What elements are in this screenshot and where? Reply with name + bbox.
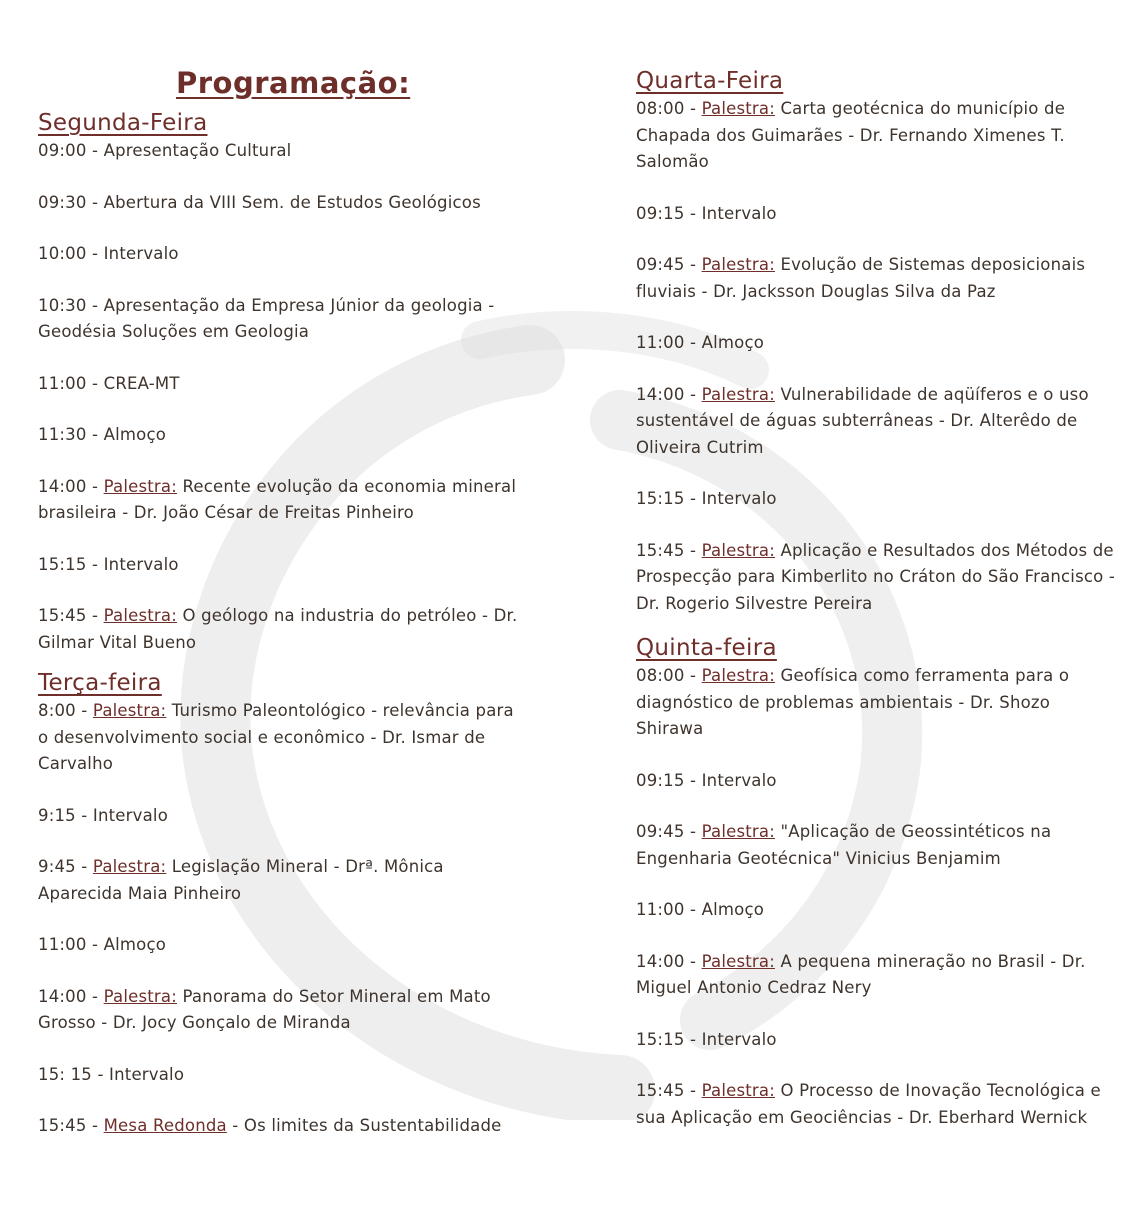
schedule-entry: 11:00 - Almoço [636,333,765,352]
entry-description: Apresentação Cultural [103,141,292,160]
schedule-entry: 14:00 - Palestra: A pequena mineração no Brasil - Dr. Miguel Antonio Cedraz Nery [636,951,1086,997]
entry-description: Intervalo [92,805,168,825]
schedule-entry: 09:30 - Abertura da VIII Sem. de Estudos Geológicos [38,192,481,212]
entry-time: 11:30 [38,425,87,444]
entry-type-label: Palestra: [92,857,167,876]
entry-description: Aplicação e Resultados dos Métodos de Prospecção para Kimberlito no Cráton do São Francisco - Dr. Rogerio Silvestre Pereira [636,540,1116,613]
entry-time: 15: 15 [38,1064,92,1084]
entry-time: 14:00 [636,951,685,971]
day-heading-tuesday: Terça-feira [38,670,162,696]
entry-description: Apresentação da Empresa Júnior da geologia - Geodésia Soluções em Geologia [38,295,495,341]
schedule-entry: 15:45 - Palestra: O geólogo na industria do petróleo - Dr. Gilmar Vital Bueno [38,606,518,652]
schedule-entry: 15:15 - Intervalo [38,554,179,574]
entry-description: Vulnerabilidade de aqüíferos e o uso sustentável de águas subterrâneas - Dr. Alterêdo de Oliveira Cutrim [636,384,1089,457]
day-tuesday [38,668,528,1140]
entry-time: 15:45 [636,1081,685,1100]
entry-description: Intervalo [103,554,179,574]
entry-time: 09:45 [636,255,685,274]
entry-time: 15:15 [636,1029,685,1049]
entry-description: Abertura da VIII Sem. de Estudos Geológicos [103,192,481,212]
entry-time: 09:15 [636,770,685,790]
entry-description: Intervalo [701,203,777,223]
entry-description: Intervalo [109,1064,185,1084]
entry-type-label: Palestra: [701,255,775,274]
schedule-entry: 8:00 - Palestra: Turismo Paleontológico - relevância para o desenvolvimento social e econômico - Dr. Ismar de Carvalho [38,701,514,773]
schedule-entry: 14:00 - Palestra: Recente evolução da economia mineral brasileira - Dr. João César de Freitas Pinheiro [38,476,517,522]
schedule-entry: 9:45 - Palestra: Legislação Mineral - Drª. Mônica Aparecida Maia Pinheiro [38,857,444,903]
schedule-entry: 15:45 - Palestra: Aplicação e Resultados dos Métodos de Prospecção para Kimberlito no Cráton do São Francisco - Dr. Rogerio Silvestre Pereira [636,540,1116,613]
schedule-left-column [38,108,528,1140]
entry-description: Turismo Paleontológico - relevância para o desenvolvimento social e econômico - Dr. Ismar de Carvalho [38,701,514,773]
entry-description: Geofísica como ferramenta para o diagnóstico de problemas ambientais - Dr. Shozo Shirawa [636,666,1070,738]
entry-type-label: Mesa Redonda [103,1116,227,1135]
entry-time: 11:00 [38,373,87,393]
schedule-entry: 08:00 - Palestra: Geofísica como ferramenta para o diagnóstico de problemas ambientais - Dr. Shozo Shirawa [636,666,1070,738]
entry-description: Evolução de Sistemas deposicionais fluviais - Dr. Jacksson Douglas Silva da Paz [636,255,1086,301]
entry-time: 15:45 [636,540,685,560]
entry-time: 08:00 [636,666,685,685]
schedule-entry: 09:45 - Palestra: "Aplicação de Geossintéticos na Engenharia Geotécnica" Vinicius Benjamim [636,822,1052,868]
entry-type-label: Palestra: [701,384,775,404]
entry-time: 10:00 [38,244,87,263]
day-heading-monday: Segunda-Feira [38,110,208,136]
entry-time: 09:30 [38,192,87,212]
schedule-entry: 09:45 - Palestra: Evolução de Sistemas deposicionais fluviais - Dr. Jacksson Douglas Silva da Paz [636,255,1086,301]
entry-time: 11:00 [636,900,685,919]
entry-type-label: Palestra: [701,540,775,560]
schedule-list-thursday [636,663,1116,1131]
day-wednesday [636,66,1116,617]
entry-type-label: Palestra: [701,951,775,971]
entry-description: Almoço [701,333,765,352]
entry-time: 15:15 [636,489,685,508]
entry-time: 11:00 [636,333,685,352]
entry-time: 14:00 [636,384,685,404]
entry-time: 09:00 [38,141,87,160]
entry-time: 09:45 [636,822,685,841]
schedule-entry: 11:00 - Almoço [636,900,765,919]
entry-time: 14:00 [38,986,87,1006]
entry-time: 15:45 [38,1116,87,1135]
schedule-entry: 09:15 - Intervalo [636,203,777,223]
schedule-entry: 14:00 - Palestra: Panorama do Setor Mineral em Mato Grosso - Dr. Jocy Gonçalo de Miranda [38,986,491,1032]
entry-time: 9:15 [38,805,76,825]
schedule-right-column [636,66,1116,1131]
entry-type-label: Palestra: [92,701,167,720]
entry-time: 09:15 [636,203,685,223]
schedule-entry: 09:15 - Intervalo [636,770,777,790]
day-heading-wednesday: Quarta-Feira [636,68,784,94]
schedule-list-monday [38,138,528,656]
entry-time: 08:00 [636,99,685,118]
entry-description: CREA-MT [103,373,180,393]
entry-type-label: Palestra: [103,476,177,496]
entry-time: 9:45 [38,857,76,876]
entry-description: Intervalo [701,770,777,790]
entry-time: 10:30 [38,295,87,315]
entry-description: "Aplicação de Geossintéticos na Engenharia Geotécnica" Vinicius Benjamim [636,822,1052,868]
schedule-entry: 10:30 - Apresentação da Empresa Júnior da geologia - Geodésia Soluções em Geologia [38,295,495,341]
entry-description: Almoço [701,900,765,919]
entry-description: Almoço [103,935,167,954]
entry-description: Recente evolução da economia mineral brasileira - Dr. João César de Freitas Pinheiro [38,476,517,522]
entry-description: O geólogo na industria do petróleo - Dr. Gilmar Vital Bueno [38,606,518,652]
entry-time: 15:45 [38,606,87,625]
entry-time: 14:00 [38,476,87,496]
schedule-entry: 15:15 - Intervalo [636,489,777,508]
page-title: Programação: [176,66,411,100]
schedule-entry: 08:00 - Palestra: Carta geotécnica do município de Chapada dos Guimarães - Dr. Fernando Ximenes T. Salomão [636,99,1066,171]
day-heading-thursday: Quinta-feira [636,635,777,661]
entry-description: Intervalo [701,489,777,508]
entry-type-label: Palestra: [103,606,177,625]
entry-description: A pequena mineração no Brasil - Dr. Miguel Antonio Cedraz Nery [636,951,1086,997]
schedule-list-wednesday [636,96,1116,617]
schedule-entry: 11:00 - CREA-MT [38,373,180,393]
schedule-entry: 11:00 - Almoço [38,935,167,954]
entry-time: 8:00 [38,701,76,720]
entry-time: 15:15 [38,554,87,574]
schedule-list-tuesday [38,698,528,1140]
entry-description: Carta geotécnica do município de Chapada dos Guimarães - Dr. Fernando Ximenes T. Salomão [636,99,1066,171]
entry-description: Intervalo [103,244,179,263]
schedule-entry: 14:00 - Palestra: Vulnerabilidade de aqüíferos e o uso sustentável de águas subterrâneas - Dr. Alterêdo de Oliveira Cutrim [636,384,1089,457]
entry-description: Intervalo [701,1029,777,1049]
entry-time: 11:00 [38,935,87,954]
entry-type-label: Palestra: [701,666,775,685]
schedule-entry: 15: 15 - Intervalo [38,1064,185,1084]
day-thursday [636,633,1116,1131]
entry-type-label: Palestra: [701,822,775,841]
entry-description: Legislação Mineral - Drª. Mônica Aparecida Maia Pinheiro [38,857,444,903]
day-monday [38,108,528,656]
entry-type-label: Palestra: [103,986,177,1006]
schedule-entry: 10:00 - Intervalo [38,244,179,263]
schedule-entry: 15:15 - Intervalo [636,1029,777,1049]
entry-type-label: Palestra: [701,1081,775,1100]
schedule-entry: 09:00 - Apresentação Cultural [38,141,292,160]
entry-description: - Os limites da Sustentabilidade [232,1116,502,1135]
schedule-entry: 15:45 - Mesa Redonda - Os limites da Sustentabilidade [38,1116,502,1135]
entry-description: Almoço [103,425,167,444]
entry-type-label: Palestra: [701,99,775,118]
entry-description: Panorama do Setor Mineral em Mato Grosso - Dr. Jocy Gonçalo de Miranda [38,986,491,1032]
schedule-entry: 11:30 - Almoço [38,425,167,444]
entry-description: O Processo de Inovação Tecnológica e sua Aplicação em Geociências - Dr. Eberhard Wernick [636,1081,1101,1127]
schedule-entry: 15:45 - Palestra: O Processo de Inovação Tecnológica e sua Aplicação em Geociências - Dr. Eberhard Wernick [636,1081,1101,1127]
schedule-entry: 9:15 - Intervalo [38,805,168,825]
